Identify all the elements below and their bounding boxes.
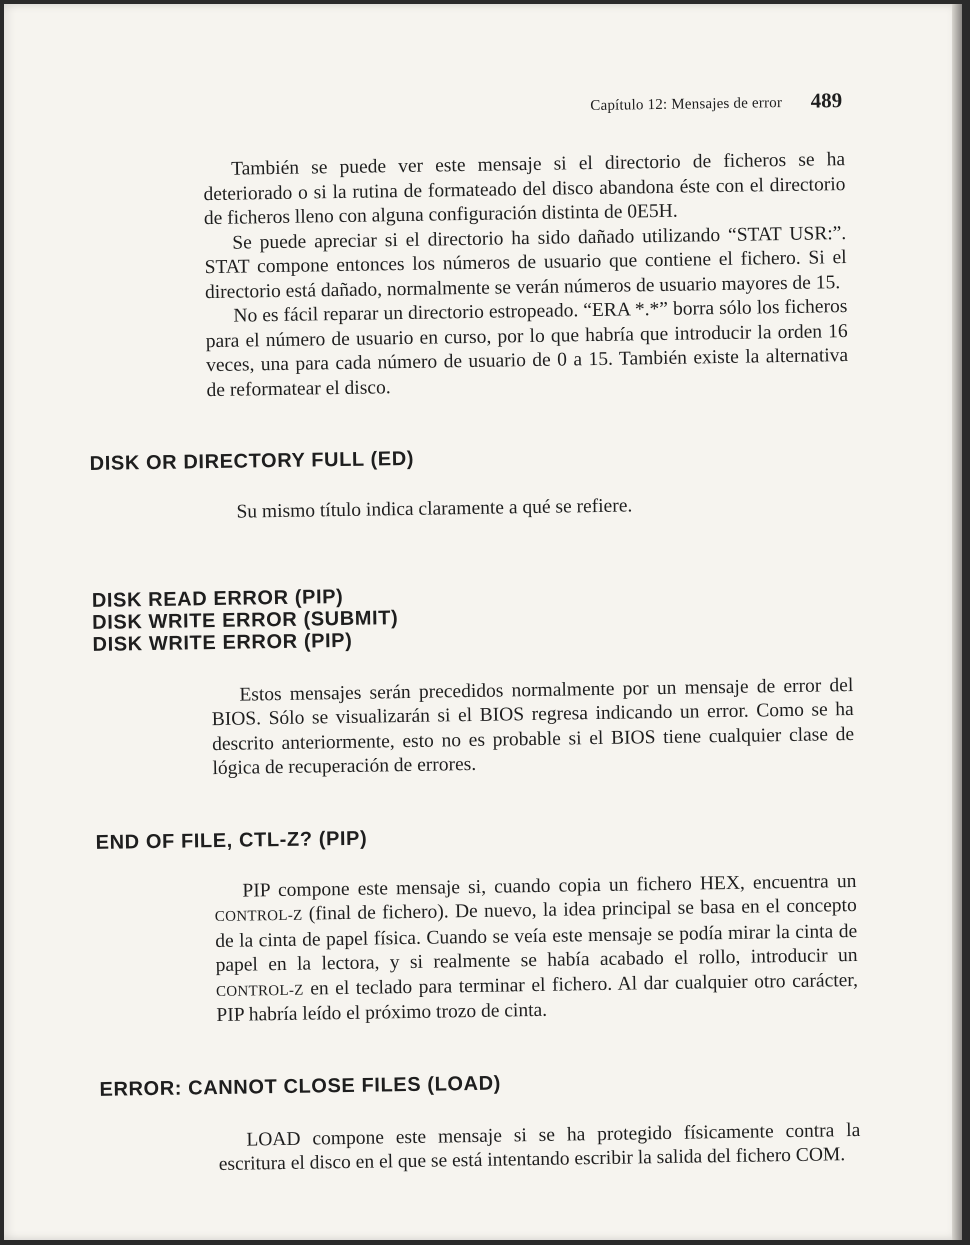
page-header [84, 88, 844, 134]
section-cannot-close-files [99, 1066, 860, 1179]
paragraph [214, 869, 858, 1028]
section-disk-read-write-error [92, 578, 855, 784]
text-run: PIP compone este mensaje si, cuando copia un fichero HEX, encuentra un [242, 870, 857, 902]
control-z-smallcaps: CONTROL-Z [214, 907, 303, 926]
section-heading: ERROR: CANNOT CLOSE FILES (LOAD) [99, 1072, 502, 1101]
section-heading: END OF FILE, CTL-Z? (PIP) [95, 827, 368, 854]
text-run: en el teclado para terminar el fichero. Al dar cualquier otro carácter, PIP habría leído el próximo trozo de cinta. [216, 969, 859, 1027]
section-heading: DISK WRITE ERROR (PIP) [92, 629, 353, 656]
section-disk-or-directory-full [90, 441, 851, 527]
page-number: 489 [810, 88, 843, 113]
running-head: Capítulo 12: Mensajes de error [590, 95, 783, 115]
page-content [84, 88, 861, 1179]
section-heading: DISK WRITE ERROR (SUBMIT) [92, 606, 399, 634]
paragraph: También se puede ver este mensaje si el directorio de ficheros se ha deteriorado o si la rutina de formateado del disco abandona éste con el directorio de ficheros lleno con alguna configuración distinta de 0E5H. [203, 149, 846, 230]
paragraph: Estos mensajes serán precedidos normalmente por un mensaje de error del BIOS. Sólo se visualizarán si el BIOS regresa indicando un error. Como se ha descrito anteriormente, esto no es probable si el BIOS tiene cualquier clase de lógica de recuperación de errores. [211, 674, 855, 780]
control-z-smallcaps: CONTROL-Z [215, 982, 304, 1000]
book-spine-shadow [952, 4, 962, 1240]
paragraph: No es fácil reparar un directorio estropeado. “ERA *.*” borra sólo los ficheros para el número de usuario en curso, por lo que habría que introducir la orden 16 veces, una para cada número de usuario de 0 a 15. También existe la alternativa de reformatear el disco. [205, 296, 849, 401]
paragraph: Su mismo título indica claramente a qué se refiere. [236, 495, 633, 523]
section-heading: DISK READ ERROR (PIP) [91, 585, 344, 612]
book-page [4, 4, 962, 1240]
paragraph: Se puede apreciar si el directorio ha sido dañado utilizando “STAT USR:”. STAT compone entonces los números de usuario que contiene el fichero. Si el directorio está dañado, normalmente se verán números de usuario mayores de 15. [204, 222, 847, 303]
section-heading: DISK OR DIRECTORY FULL (ED) [89, 447, 415, 475]
paragraph: LOAD compone este mensaje si se ha protegido físicamente contra la escritura el disco en el que se está intentando escribir la salida del fichero COM. [218, 1119, 861, 1176]
text-run: (final de fichero). De nuevo, la idea principal se basa en el concepto de la cinta de papel física. Cuando se veía este mensaje se podía mirar la cinta de papel en la lectora, y si realmente se había acabado el rollo, introducir un [215, 894, 858, 977]
intro-text [203, 148, 849, 403]
section-end-of-file [95, 819, 858, 1030]
